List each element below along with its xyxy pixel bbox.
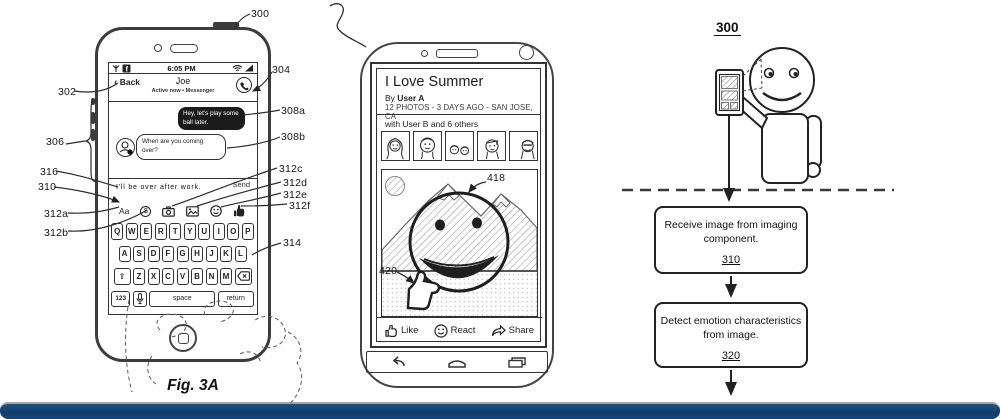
person-figure xyxy=(737,48,821,183)
key-f[interactable]: F xyxy=(162,246,174,263)
android-nav-bar xyxy=(366,351,548,373)
conversation-subtitle: Active now • Messenger xyxy=(151,88,215,94)
shift-key[interactable]: ⇧ xyxy=(114,268,131,285)
wifi-icon xyxy=(232,64,243,72)
space-key[interactable]: space xyxy=(149,291,215,308)
post-card xyxy=(376,68,541,342)
send-button[interactable]: Send xyxy=(232,180,250,189)
ref-310: 310 xyxy=(38,181,57,193)
speaker-slot xyxy=(436,49,478,58)
facebook-icon xyxy=(122,64,131,73)
post-title: I Love Summer xyxy=(385,74,484,90)
flow-step-310-ref: 310 xyxy=(721,254,741,267)
key-u[interactable]: U xyxy=(198,223,210,240)
key-n[interactable]: N xyxy=(206,268,218,285)
share-button[interactable]: Share xyxy=(491,325,534,337)
call-icon xyxy=(238,79,250,91)
earpiece-speaker xyxy=(170,44,198,53)
key-w[interactable]: W xyxy=(126,223,138,240)
photo-icon[interactable] xyxy=(186,206,199,217)
home-button-square-icon xyxy=(178,333,189,344)
keyboard-row-1 xyxy=(111,223,254,240)
camera-view-cone-dashed xyxy=(743,59,762,91)
key-i[interactable]: I xyxy=(213,223,225,240)
key-b[interactable]: B xyxy=(191,268,203,285)
photo-thumbnail[interactable] xyxy=(509,131,538,161)
key-d[interactable]: D xyxy=(148,246,160,263)
ref-312a: 312a xyxy=(44,208,69,220)
compose-toolbar xyxy=(119,203,253,219)
figure-caption: Fig. 3A xyxy=(167,377,219,394)
text-format-icon[interactable]: Aa xyxy=(119,206,130,216)
ref-316: 316 xyxy=(40,166,59,178)
back-icon[interactable] xyxy=(386,356,408,369)
key-v[interactable]: V xyxy=(177,268,189,285)
flow-ref-300: 300 xyxy=(716,20,739,35)
sensor-dot-icon xyxy=(421,50,428,57)
ref-304: 304 xyxy=(272,64,291,76)
key-g[interactable]: G xyxy=(177,246,189,263)
post-tagged-line: with User B and 6 others xyxy=(385,119,479,129)
svg-text:f: f xyxy=(125,63,128,73)
key-z[interactable]: Z xyxy=(133,268,145,285)
ref-312b: 312b xyxy=(44,227,69,239)
antenna-icon xyxy=(112,64,120,73)
signal-icon xyxy=(245,64,254,72)
ref-302: 302 xyxy=(58,86,77,98)
ref-418: 418 xyxy=(487,172,506,184)
status-bar xyxy=(109,63,257,74)
photo-thumbnail[interactable] xyxy=(445,131,474,161)
ref-312c: 312c xyxy=(279,163,303,175)
key-h[interactable]: H xyxy=(191,246,203,263)
key-p[interactable]: P xyxy=(242,223,254,240)
backspace-icon xyxy=(237,271,250,281)
post-author[interactable]: User A xyxy=(397,93,425,103)
return-key[interactable]: return xyxy=(218,291,254,308)
social-post-screen xyxy=(370,62,547,348)
key-y[interactable]: Y xyxy=(184,223,196,240)
front-camera-icon xyxy=(519,45,534,60)
thumbs-up-icon[interactable] xyxy=(233,205,246,217)
post-photo[interactable] xyxy=(381,169,538,317)
photo-thumbnails xyxy=(381,131,538,161)
mic-icon xyxy=(136,293,144,305)
key-x[interactable]: X xyxy=(148,268,160,285)
compose-divider xyxy=(109,178,257,179)
post-action-bar xyxy=(377,317,542,343)
flow-step-310: Receive image from imaging component. 310 xyxy=(654,206,808,274)
held-phone xyxy=(716,70,743,115)
message-input[interactable]: I'll be over after work. xyxy=(116,184,202,191)
key-r[interactable]: R xyxy=(155,223,167,240)
ref-306: 306 xyxy=(46,136,65,148)
sun xyxy=(386,177,405,196)
share-icon xyxy=(491,325,506,337)
react-icon xyxy=(434,324,448,338)
mic-key[interactable] xyxy=(133,291,147,308)
page-bottom-bar xyxy=(0,402,1000,419)
key-c[interactable]: C xyxy=(162,268,174,285)
messenger-screen xyxy=(108,62,258,315)
emoji-icon[interactable] xyxy=(210,205,222,217)
react-button[interactable]: React xyxy=(434,324,476,338)
key-m[interactable]: M xyxy=(220,268,232,285)
ref-308b: 308b xyxy=(281,131,306,143)
contact-avatar xyxy=(116,138,135,157)
home-icon[interactable] xyxy=(445,356,469,369)
keyboard-row-3 xyxy=(114,268,252,285)
key-t[interactable]: T xyxy=(169,223,181,240)
key-k[interactable]: K xyxy=(220,246,232,263)
ref-420: 420 xyxy=(379,265,398,277)
backspace-key[interactable] xyxy=(235,268,252,285)
key-o[interactable]: O xyxy=(227,223,239,240)
front-camera-icon xyxy=(154,44,162,52)
incoming-message-bubble: When are you coming over? xyxy=(136,134,226,160)
flow-step-320: Detect emotion characteristics from image. 320 xyxy=(654,302,808,368)
call-button[interactable] xyxy=(236,77,252,93)
payments-icon[interactable]: $ xyxy=(140,206,151,217)
post-meta: 12 PHOTOS - 3 DAYS AGO - SAN JOSE, CA xyxy=(385,103,533,121)
ref-312d: 312d xyxy=(283,177,308,189)
flow-step-320-ref: 320 xyxy=(721,350,741,363)
clock-time: 6:05 PM xyxy=(167,63,196,73)
photo-thumbnail[interactable] xyxy=(477,131,506,161)
ref-312e: 312e xyxy=(283,189,308,201)
photo-thumbnail[interactable] xyxy=(413,131,442,161)
avatar-face-icon xyxy=(117,139,133,155)
key-a[interactable]: A xyxy=(119,246,131,263)
like-icon xyxy=(385,325,398,337)
like-button[interactable]: Like xyxy=(385,325,418,337)
post-byline: By User A xyxy=(385,93,425,103)
outgoing-message-bubble: Hey, let's play some ball later. xyxy=(178,107,245,130)
key-s[interactable]: S xyxy=(133,246,145,263)
camera-icon[interactable] xyxy=(162,206,175,217)
recents-icon[interactable] xyxy=(506,356,528,369)
keyboard-row-2 xyxy=(119,246,247,263)
ref-314: 314 xyxy=(283,237,302,249)
key-e[interactable]: E xyxy=(140,223,152,240)
conversation-title: Joe xyxy=(175,76,191,86)
key-l[interactable]: L xyxy=(235,246,247,263)
chevron-left-icon: ‹ xyxy=(114,77,118,88)
ref-312f: 312f xyxy=(289,200,311,212)
mountains xyxy=(382,184,537,271)
header-divider xyxy=(109,101,257,102)
ref-308a: 308a xyxy=(281,105,306,117)
photo-thumbnail[interactable] xyxy=(381,131,410,161)
home-button[interactable] xyxy=(169,324,197,352)
keyboard-row-4 xyxy=(111,291,254,308)
numbers-key[interactable]: 123 xyxy=(111,291,130,308)
key-q[interactable]: Q xyxy=(111,223,123,240)
keyboard xyxy=(112,223,253,307)
post-divider xyxy=(377,114,540,115)
key-j[interactable]: J xyxy=(206,246,218,263)
back-button[interactable]: ‹ Back xyxy=(114,77,141,88)
ref-300: 300 xyxy=(251,8,270,20)
